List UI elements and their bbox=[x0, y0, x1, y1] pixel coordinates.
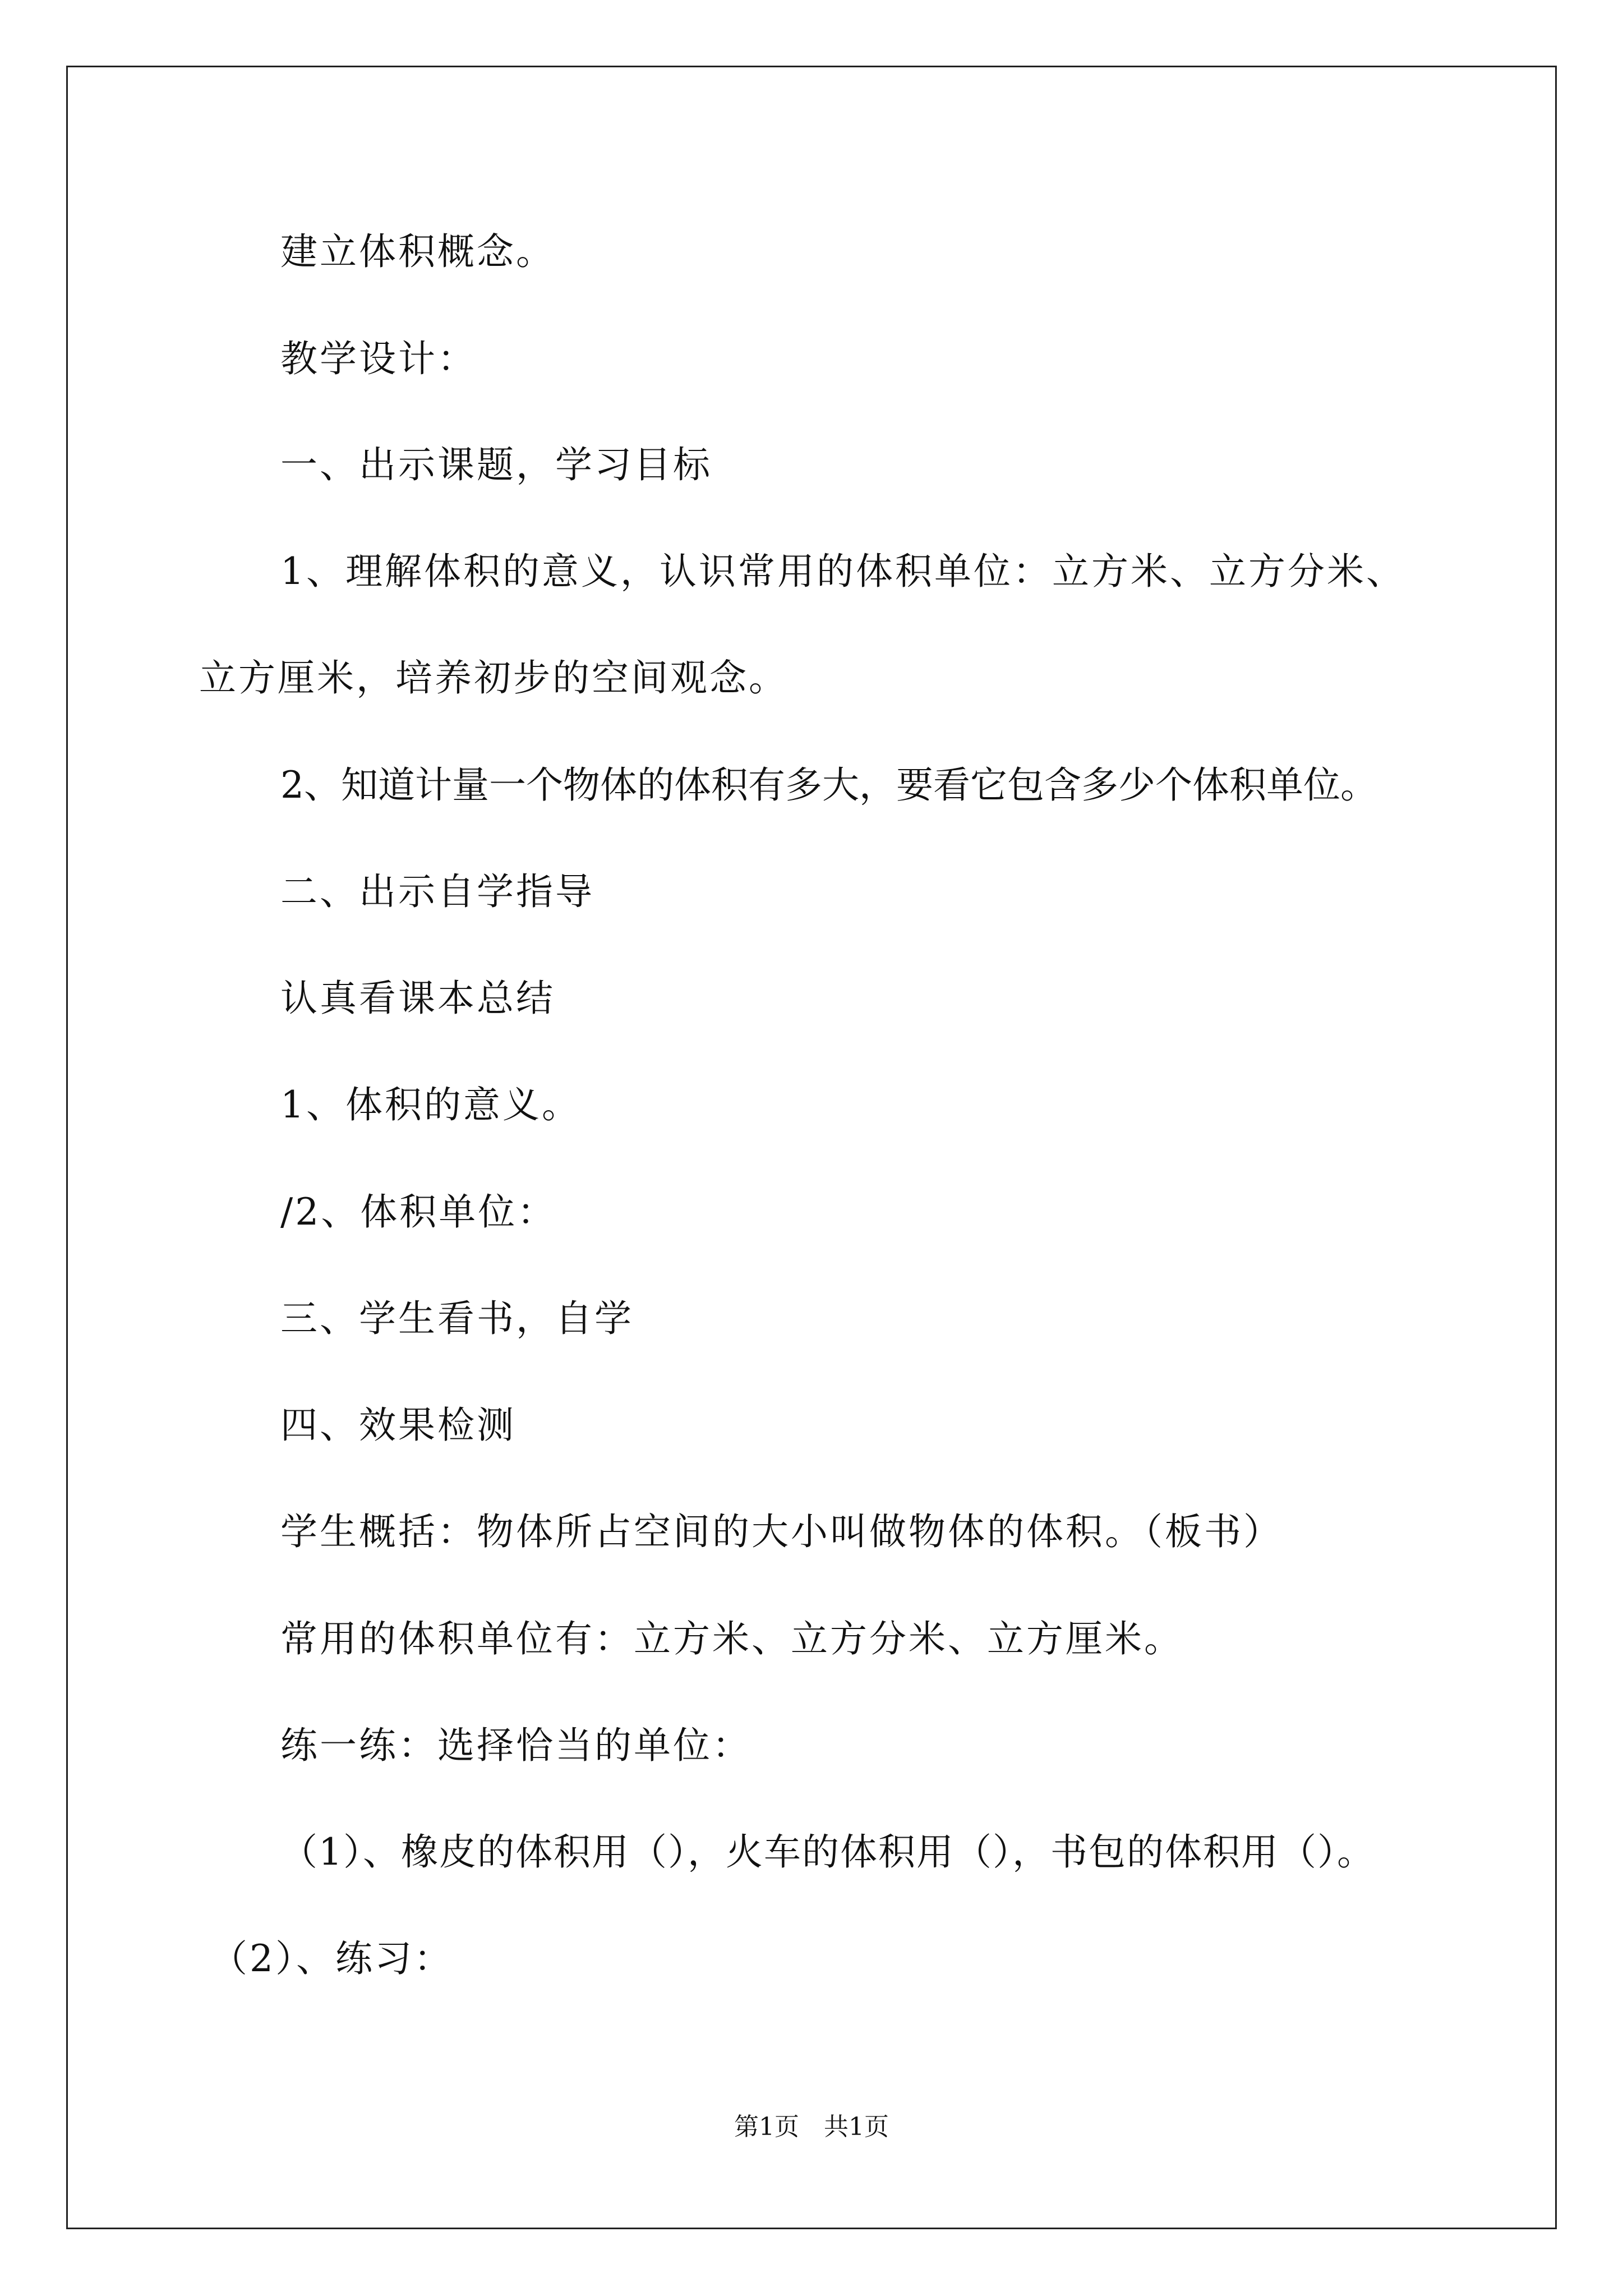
paragraph-line: 1、体积的意义。 bbox=[280, 1083, 581, 1126]
section-heading: 一、出示课题，学习目标 bbox=[280, 443, 712, 486]
section-heading: 三、学生看书，自学 bbox=[280, 1297, 634, 1340]
paragraph-line: 常用的体积单位有：立方米、立方分米、立方厘米。 bbox=[280, 1617, 1183, 1660]
paragraph-line: /2、体积单位： bbox=[280, 1190, 557, 1234]
paragraph-line: 2、知道计量一个物体的体积有多大，要看它包含多少个体积单位。 bbox=[280, 763, 1377, 807]
paragraph-line: 1、理解体积的意义，认识常用的体积单位：立方米、立方分米、 bbox=[280, 550, 1405, 593]
paragraph-line: 立方厘米，培养初步的空间观念。 bbox=[199, 656, 788, 700]
paragraph-line: 学生概括：物体所占空间的大小叫做物体的体积。（板书） bbox=[280, 1510, 1283, 1553]
exercise-line: （2）、练习： bbox=[210, 1937, 453, 1980]
section-heading: 四、效果检测 bbox=[280, 1404, 516, 1447]
exercise-line: （1）、橡皮的体积用（），火车的体积用（），书包的体积用（）。 bbox=[280, 1830, 1375, 1874]
paragraph-line: 教学设计： bbox=[280, 337, 477, 380]
page-border bbox=[66, 66, 1557, 2229]
paragraph-line: 练一练：选择恰当的单位： bbox=[280, 1724, 751, 1767]
paragraph-line: 认真看课本总结 bbox=[280, 977, 555, 1020]
page-footer: 第1页 共1页 bbox=[734, 2113, 889, 2141]
paragraph-line: 建立体积概念。 bbox=[280, 230, 555, 273]
section-heading: 二、出示自学指导 bbox=[280, 870, 594, 913]
